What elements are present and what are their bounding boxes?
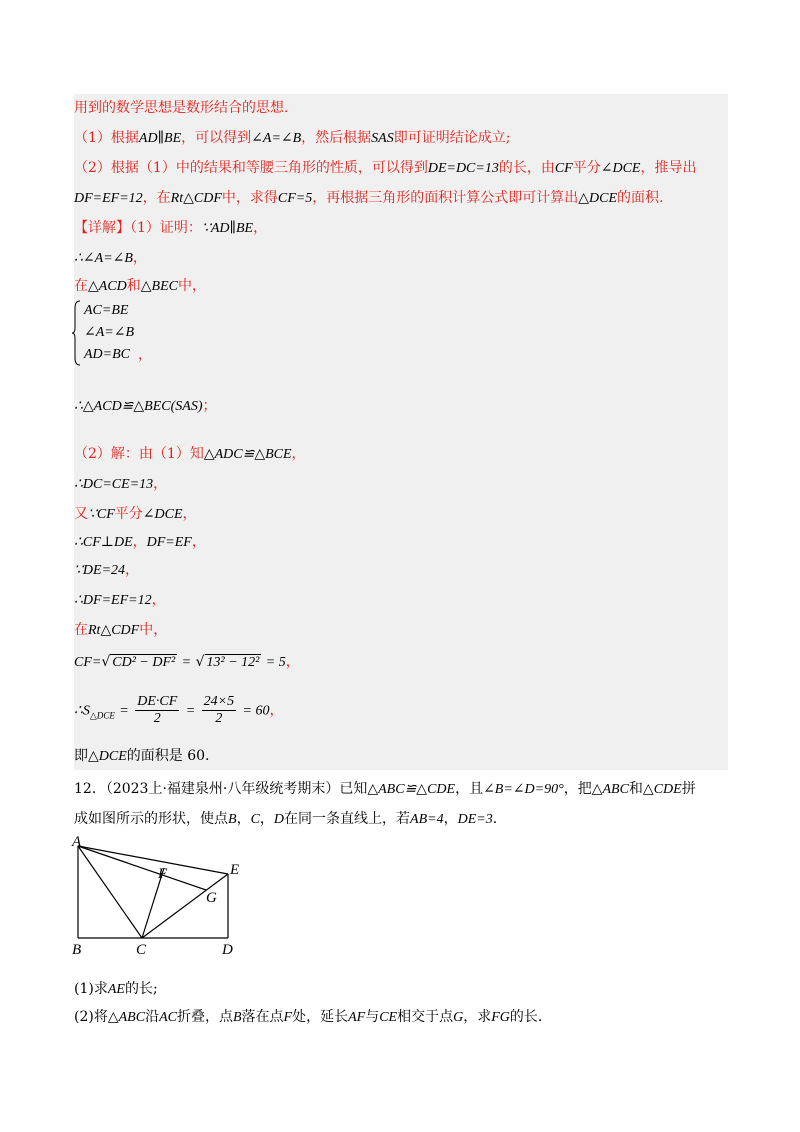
step-in-rt-triangle: 在Rt△CDF中， xyxy=(74,622,168,638)
system-end-comma: ， xyxy=(138,347,152,363)
analysis-line-3: DF=EF=12，在Rt△CDF中，求得CF=5，再根据三角形的面积计算公式即可计算出△DCE的面积. xyxy=(74,190,664,206)
step-area: $\therefore S_{\triangle DCE}$ = $\frac{DE\cdot CF}{2}$ = $\frac{24\times 5}{2}$ = 60， xyxy=(74,694,284,726)
step-conclusion: 即△DCE的面积是 60. xyxy=(74,748,210,764)
detail-line: 【详解】（1）证明：∵AD∥BE， xyxy=(74,220,268,236)
label-e: E xyxy=(230,862,240,878)
system-row: AC=BE xyxy=(84,303,129,318)
system-row: AD=BC xyxy=(84,347,130,362)
step-in-triangles: 在△ACD和△BEC中， xyxy=(74,278,206,294)
system-row: ∠A=∠B xyxy=(84,325,135,340)
step-cf-value: CF=√ CD² − DF² = √ 13² − 12² = 5， xyxy=(74,654,300,670)
sub-question-2: (2)将△ABC沿AC折叠，点B落在点F处，延长AF与CE相交于点G，求FG的长. xyxy=(74,1009,543,1025)
sub-question-1: (1)求AE的长; xyxy=(74,981,158,997)
analysis-line-2: （2）根据（1）中的结果和等腰三角形的性质，可以得到DE=DC=13的长，由CF平分∠DCE，推导出 xyxy=(74,160,697,176)
question-line-2: 成如图所示的形状，使点B，C，D在同一条直线上，若AB=4，DE=3. xyxy=(74,811,498,827)
segment-ae xyxy=(78,846,228,874)
left-brace xyxy=(72,300,82,366)
step-df-ef: ∴DF=EF=12， xyxy=(74,592,166,608)
analysis-line-1: （1）根据AD∥BE，可以得到∠A=∠B，然后根据SAS即可证明结论成立; xyxy=(74,130,511,146)
step-part2-start: （2）解：由（1）知△ADC≌△BCE， xyxy=(74,446,306,462)
system-rows xyxy=(84,300,134,366)
segment-ce xyxy=(142,874,228,938)
label-a: A xyxy=(72,836,82,850)
step-perpendicular: ∴CF⊥DE，DF=EF， xyxy=(74,534,206,550)
step-congruent: ∴△ACD≌△BEC(SAS)； xyxy=(74,398,217,414)
segment-ac xyxy=(78,846,142,938)
step-cf-bisects: 又∵CF平分∠DCE， xyxy=(74,506,197,522)
label-b: B xyxy=(72,942,82,958)
step-dc-ce: ∴DC=CE=13， xyxy=(74,476,168,492)
label-d: D xyxy=(222,942,233,958)
question-line-1: 12．（2023上·福建泉州·八年级统考期末）已知△ABC≌△CDE，且∠B=∠D=90°，把△ABC和△CDE拼 xyxy=(74,781,696,797)
step-de: ∵DE=24， xyxy=(74,562,140,578)
step-angle-equal: ∴∠A=∠B， xyxy=(74,250,147,266)
label-c: C xyxy=(136,942,147,958)
solution-intro: 用到的数学思想是数形结合的思想. xyxy=(74,100,289,116)
label-g: G xyxy=(206,890,217,906)
segment-ag xyxy=(78,846,206,890)
label-f: F xyxy=(158,866,168,882)
geometry-figure xyxy=(66,836,246,960)
